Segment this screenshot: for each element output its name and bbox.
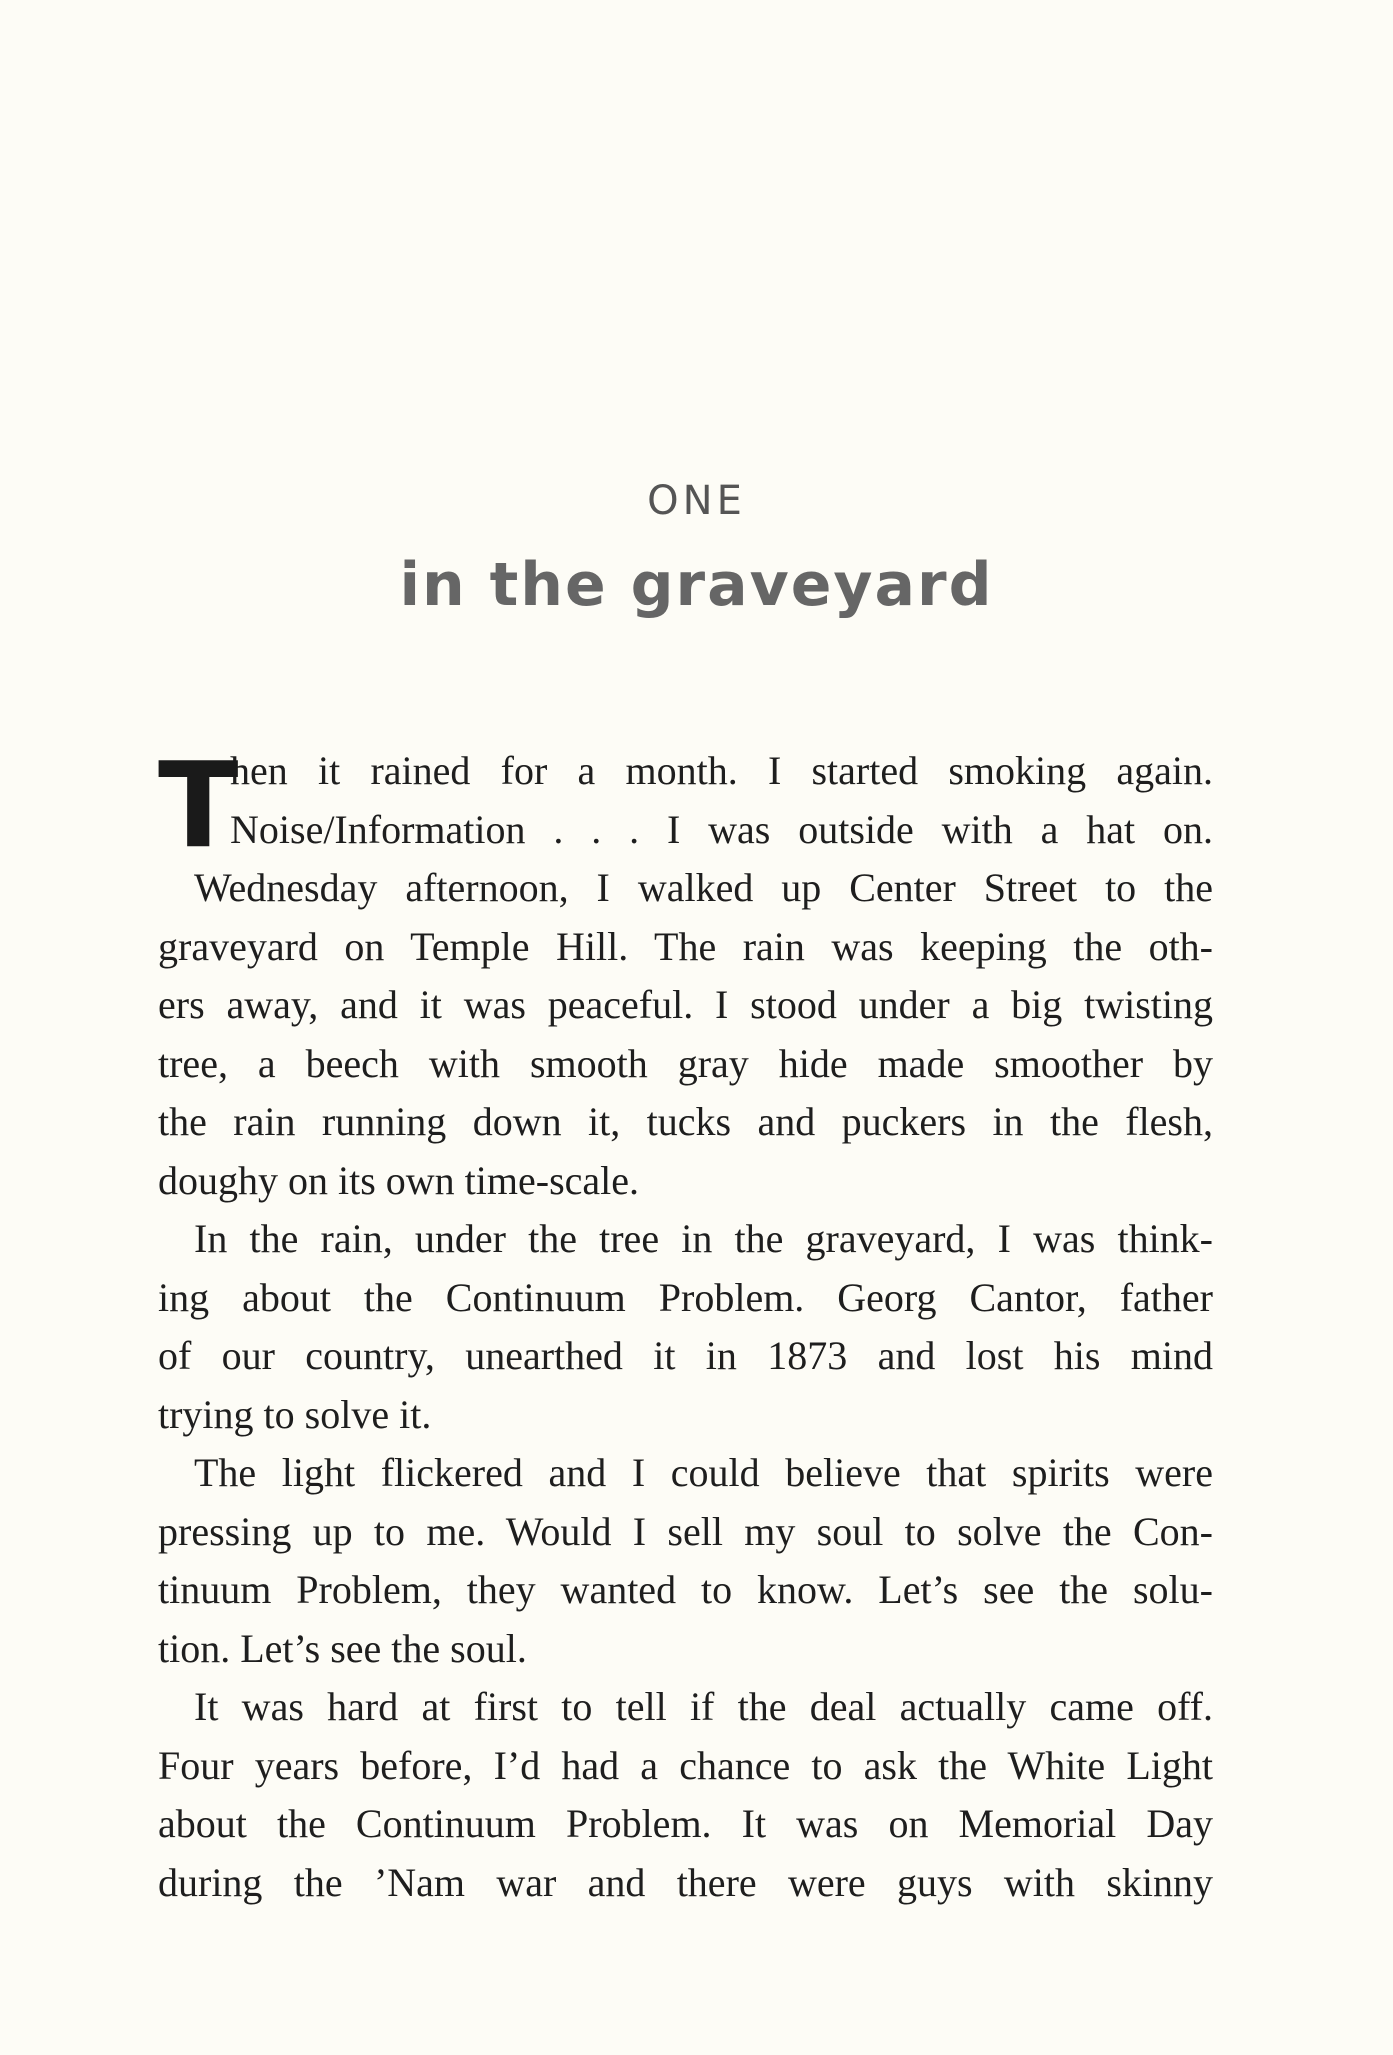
text-line: graveyard on Temple Hill. The rain was keeping the oth- — [158, 923, 1213, 969]
text-line: trying to solve it. — [158, 1391, 432, 1437]
chapter-title: in the graveyard — [399, 550, 994, 620]
text-line: pressing up to me. Would I sell my soul to solve the Con- — [158, 1508, 1213, 1554]
text-line: about the Continuum Problem. It was on Memorial Day — [158, 1801, 1213, 1846]
text-line: It was hard at first to tell if the deal actually came off. — [194, 1684, 1213, 1729]
text-line: the rain running down it, tucks and puckers in the flesh, — [158, 1099, 1213, 1144]
text-line: during the ’Nam war and there were guys with skinny — [158, 1859, 1213, 1905]
text-line: ing about the Continuum Problem. Georg Cantor, father — [158, 1274, 1213, 1320]
body-text — [158, 736, 1213, 1912]
text-line: doughy on its own time-scale. — [158, 1157, 640, 1203]
text-line: The light flickered and I could believe that spirits were — [194, 1450, 1213, 1495]
text-line: tinuum Problem, they wanted to know. Let’s see the solu- — [158, 1567, 1213, 1612]
chapter-number: ONE — [647, 478, 746, 524]
text-line: hen it rained for a month. I started smoking again. — [230, 748, 1213, 793]
text-line: Four years before, I’d had a chance to ask the White Light — [158, 1742, 1213, 1788]
text-line: Wednesday afternoon, I walked up Center Street to the — [194, 865, 1213, 910]
text-line: of our country, unearthed it in 1873 and lost his mind — [158, 1333, 1213, 1378]
text-line: tion. Let’s see the soul. — [158, 1625, 527, 1671]
drop-cap: T — [158, 736, 239, 874]
text-line: tree, a beech with smooth gray hide made smoother by — [158, 1040, 1213, 1086]
text-line: Noise/Information . . . I was outside with a hat on. — [230, 806, 1213, 852]
text-line: ers away, and it was peaceful. I stood under a big twisting — [158, 982, 1213, 1027]
text-line: In the rain, under the tree in the graveyard, I was think- — [194, 1216, 1213, 1261]
